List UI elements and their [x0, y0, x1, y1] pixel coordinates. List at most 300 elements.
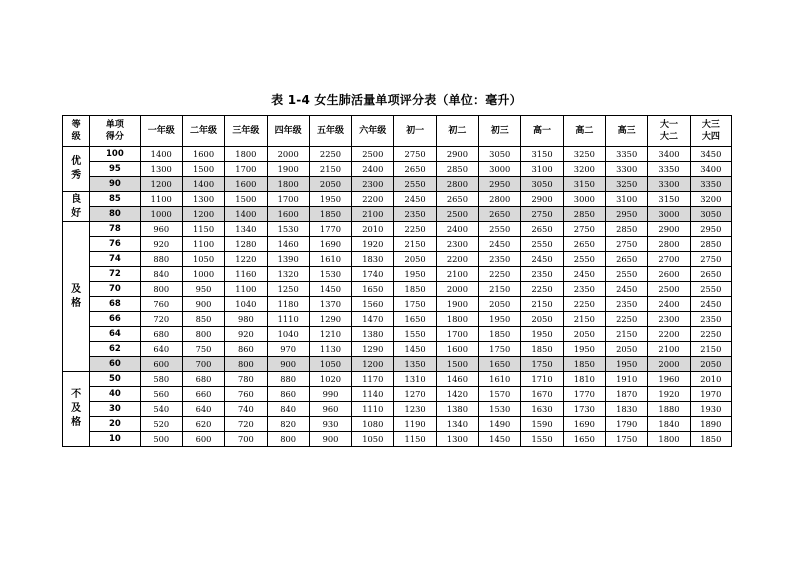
table-row	[63, 207, 732, 222]
header-grade: 大三 大四	[690, 116, 731, 147]
table-row	[63, 252, 732, 267]
value-cell: 750	[182, 342, 224, 357]
score-cell: 80	[90, 207, 140, 222]
value-cell: 2100	[436, 267, 478, 282]
value-cell: 1950	[563, 342, 605, 357]
value-cell: 2200	[648, 327, 690, 342]
value-cell: 3050	[690, 207, 731, 222]
value-cell: 970	[267, 342, 309, 357]
value-cell: 2650	[521, 222, 563, 237]
value-cell: 680	[182, 372, 224, 387]
score-cell: 74	[90, 252, 140, 267]
value-cell: 1460	[267, 237, 309, 252]
value-cell: 2250	[394, 222, 436, 237]
value-cell: 2850	[436, 162, 478, 177]
header-row	[63, 116, 732, 147]
value-cell: 2150	[521, 297, 563, 312]
table-row	[63, 432, 732, 447]
value-cell: 560	[140, 387, 182, 402]
value-cell: 2010	[690, 372, 731, 387]
value-cell: 2750	[394, 147, 436, 162]
value-cell: 1150	[182, 222, 224, 237]
value-cell: 1750	[394, 297, 436, 312]
table-row	[63, 357, 732, 372]
value-cell: 1770	[563, 387, 605, 402]
value-cell: 2400	[436, 222, 478, 237]
value-cell: 1770	[309, 222, 351, 237]
value-cell: 1170	[352, 372, 394, 387]
level-cell: 良 好	[63, 192, 90, 222]
value-cell: 680	[140, 327, 182, 342]
score-table	[62, 115, 732, 447]
value-cell: 1840	[648, 417, 690, 432]
value-cell: 2750	[690, 252, 731, 267]
value-cell: 880	[267, 372, 309, 387]
value-cell: 580	[140, 372, 182, 387]
value-cell: 1200	[182, 207, 224, 222]
value-cell: 2550	[394, 177, 436, 192]
table-row	[63, 387, 732, 402]
value-cell: 2350	[479, 252, 521, 267]
table-body	[63, 147, 732, 447]
header-grade: 一年级	[140, 116, 182, 147]
value-cell: 740	[225, 402, 267, 417]
value-cell: 1600	[225, 177, 267, 192]
value-cell: 1950	[309, 192, 351, 207]
value-cell: 2650	[563, 237, 605, 252]
value-cell: 3150	[648, 192, 690, 207]
value-cell: 1200	[140, 177, 182, 192]
value-cell: 1000	[182, 267, 224, 282]
value-cell: 2050	[394, 252, 436, 267]
value-cell: 3000	[563, 192, 605, 207]
value-cell: 3300	[606, 162, 648, 177]
value-cell: 1100	[140, 192, 182, 207]
value-cell: 900	[182, 297, 224, 312]
value-cell: 2650	[690, 267, 731, 282]
table-row	[63, 162, 732, 177]
value-cell: 840	[267, 402, 309, 417]
value-cell: 1650	[352, 282, 394, 297]
value-cell: 950	[182, 282, 224, 297]
value-cell: 1380	[352, 327, 394, 342]
value-cell: 1950	[394, 267, 436, 282]
value-cell: 1290	[352, 342, 394, 357]
value-cell: 1130	[309, 342, 351, 357]
value-cell: 1550	[394, 327, 436, 342]
value-cell: 820	[267, 417, 309, 432]
value-cell: 2100	[352, 207, 394, 222]
value-cell: 2250	[521, 282, 563, 297]
value-cell: 720	[225, 417, 267, 432]
score-cell: 66	[90, 312, 140, 327]
value-cell: 1960	[648, 372, 690, 387]
header-grade: 初三	[479, 116, 521, 147]
score-cell: 64	[90, 327, 140, 342]
value-cell: 2150	[309, 162, 351, 177]
value-cell: 1250	[267, 282, 309, 297]
value-cell: 620	[182, 417, 224, 432]
value-cell: 1800	[648, 432, 690, 447]
header-grade: 六年级	[352, 116, 394, 147]
value-cell: 1830	[352, 252, 394, 267]
value-cell: 2450	[563, 267, 605, 282]
value-cell: 1450	[309, 282, 351, 297]
value-cell: 2250	[309, 147, 351, 162]
value-cell: 1850	[479, 327, 521, 342]
value-cell: 1180	[267, 297, 309, 312]
value-cell: 1390	[267, 252, 309, 267]
table-row	[63, 417, 732, 432]
value-cell: 2650	[479, 207, 521, 222]
value-cell: 1400	[182, 177, 224, 192]
value-cell: 1300	[140, 162, 182, 177]
value-cell: 2850	[690, 237, 731, 252]
value-cell: 1890	[690, 417, 731, 432]
value-cell: 1850	[309, 207, 351, 222]
value-cell: 1370	[309, 297, 351, 312]
value-cell: 3400	[690, 162, 731, 177]
value-cell: 1350	[394, 357, 436, 372]
header-grade: 五年级	[309, 116, 351, 147]
value-cell: 2850	[563, 207, 605, 222]
value-cell: 1470	[352, 312, 394, 327]
value-cell: 2650	[436, 192, 478, 207]
value-cell: 2450	[606, 282, 648, 297]
value-cell: 1300	[182, 192, 224, 207]
header-grade: 高三	[606, 116, 648, 147]
value-cell: 2400	[352, 162, 394, 177]
value-cell: 1740	[352, 267, 394, 282]
header-grade: 初一	[394, 116, 436, 147]
value-cell: 1850	[563, 357, 605, 372]
value-cell: 2700	[648, 252, 690, 267]
value-cell: 1700	[225, 162, 267, 177]
value-cell: 600	[182, 432, 224, 447]
value-cell: 1280	[225, 237, 267, 252]
value-cell: 2200	[352, 192, 394, 207]
value-cell: 1270	[394, 387, 436, 402]
level-cell: 不 及 格	[63, 372, 90, 447]
value-cell: 1610	[309, 252, 351, 267]
value-cell: 1600	[436, 342, 478, 357]
value-cell: 1400	[140, 147, 182, 162]
value-cell: 700	[182, 357, 224, 372]
value-cell: 930	[309, 417, 351, 432]
value-cell: 2150	[563, 312, 605, 327]
value-cell: 1810	[563, 372, 605, 387]
value-cell: 1670	[521, 387, 563, 402]
value-cell: 1560	[352, 297, 394, 312]
value-cell: 1150	[394, 432, 436, 447]
value-cell: 540	[140, 402, 182, 417]
value-cell: 920	[140, 237, 182, 252]
value-cell: 2900	[521, 192, 563, 207]
value-cell: 1450	[479, 432, 521, 447]
value-cell: 2050	[309, 177, 351, 192]
value-cell: 1460	[436, 372, 478, 387]
value-cell: 2500	[352, 147, 394, 162]
value-cell: 2450	[521, 252, 563, 267]
value-cell: 1310	[394, 372, 436, 387]
value-cell: 1590	[521, 417, 563, 432]
score-cell: 10	[90, 432, 140, 447]
value-cell: 2250	[606, 312, 648, 327]
table-row	[63, 237, 732, 252]
score-cell: 95	[90, 162, 140, 177]
value-cell: 800	[182, 327, 224, 342]
value-cell: 1950	[606, 357, 648, 372]
score-cell: 60	[90, 357, 140, 372]
table-title: 表 1-4 女生肺活量单项评分表（单位：毫升）	[271, 93, 522, 107]
value-cell: 3350	[606, 147, 648, 162]
value-cell: 1690	[309, 237, 351, 252]
value-cell: 2550	[563, 252, 605, 267]
value-cell: 860	[267, 387, 309, 402]
value-cell: 3350	[690, 177, 731, 192]
value-cell: 640	[182, 402, 224, 417]
value-cell: 660	[182, 387, 224, 402]
header-grade: 高一	[521, 116, 563, 147]
value-cell: 880	[140, 252, 182, 267]
value-cell: 2150	[394, 237, 436, 252]
value-cell: 2900	[436, 147, 478, 162]
value-cell: 760	[140, 297, 182, 312]
value-cell: 1750	[521, 357, 563, 372]
value-cell: 990	[309, 387, 351, 402]
value-cell: 2050	[479, 297, 521, 312]
value-cell: 1380	[436, 402, 478, 417]
value-cell: 1020	[309, 372, 351, 387]
value-cell: 1650	[479, 357, 521, 372]
value-cell: 1750	[606, 432, 648, 447]
value-cell: 2850	[606, 222, 648, 237]
value-cell: 500	[140, 432, 182, 447]
value-cell: 1320	[267, 267, 309, 282]
score-cell: 40	[90, 387, 140, 402]
value-cell: 2010	[352, 222, 394, 237]
level-cell: 优 秀	[63, 147, 90, 192]
score-cell: 68	[90, 297, 140, 312]
value-cell: 1800	[436, 312, 478, 327]
header-grade: 大一 大二	[648, 116, 690, 147]
value-cell: 2600	[648, 267, 690, 282]
value-cell: 3200	[563, 162, 605, 177]
value-cell: 1500	[225, 192, 267, 207]
table-row	[63, 267, 732, 282]
value-cell: 3000	[479, 162, 521, 177]
header-score: 单项 得分	[90, 116, 140, 147]
value-cell: 1050	[352, 432, 394, 447]
value-cell: 2750	[606, 237, 648, 252]
value-cell: 3300	[648, 177, 690, 192]
value-cell: 1800	[225, 147, 267, 162]
value-cell: 1970	[690, 387, 731, 402]
value-cell: 1870	[606, 387, 648, 402]
value-cell: 2750	[563, 222, 605, 237]
value-cell: 3050	[521, 177, 563, 192]
value-cell: 2550	[479, 222, 521, 237]
value-cell: 2300	[436, 237, 478, 252]
value-cell: 1850	[521, 342, 563, 357]
value-cell: 1750	[479, 342, 521, 357]
value-cell: 1690	[563, 417, 605, 432]
value-cell: 2150	[479, 282, 521, 297]
table-row	[63, 402, 732, 417]
value-cell: 1300	[436, 432, 478, 447]
header-grade: 高二	[563, 116, 605, 147]
value-cell: 800	[225, 357, 267, 372]
table-row	[63, 327, 732, 342]
value-cell: 3050	[479, 147, 521, 162]
value-cell: 1730	[563, 402, 605, 417]
value-cell: 1570	[479, 387, 521, 402]
value-cell: 3400	[648, 147, 690, 162]
table-header	[63, 116, 732, 147]
value-cell: 1040	[225, 297, 267, 312]
value-cell: 1710	[521, 372, 563, 387]
value-cell: 1700	[267, 192, 309, 207]
value-cell: 2350	[521, 267, 563, 282]
value-cell: 2900	[648, 222, 690, 237]
value-cell: 2500	[648, 282, 690, 297]
value-cell: 960	[309, 402, 351, 417]
header-level: 等 级	[63, 116, 90, 147]
value-cell: 2750	[521, 207, 563, 222]
score-cell: 20	[90, 417, 140, 432]
value-cell: 1950	[479, 312, 521, 327]
value-cell: 2250	[690, 327, 731, 342]
value-cell: 2350	[606, 297, 648, 312]
value-cell: 2300	[352, 177, 394, 192]
header-grade: 四年级	[267, 116, 309, 147]
value-cell: 2550	[690, 282, 731, 297]
value-cell: 1490	[479, 417, 521, 432]
value-cell: 2650	[394, 162, 436, 177]
value-cell: 1290	[309, 312, 351, 327]
value-cell: 1630	[521, 402, 563, 417]
table-row	[63, 192, 732, 207]
table-row	[63, 297, 732, 312]
value-cell: 1910	[606, 372, 648, 387]
value-cell: 2150	[606, 327, 648, 342]
score-cell: 100	[90, 147, 140, 162]
value-cell: 2350	[563, 282, 605, 297]
value-cell: 1850	[394, 282, 436, 297]
table-row	[63, 342, 732, 357]
value-cell: 1950	[521, 327, 563, 342]
value-cell: 2350	[394, 207, 436, 222]
value-cell: 3150	[521, 147, 563, 162]
value-cell: 960	[140, 222, 182, 237]
value-cell: 1110	[352, 402, 394, 417]
value-cell: 1420	[436, 387, 478, 402]
value-cell: 1080	[352, 417, 394, 432]
value-cell: 1500	[182, 162, 224, 177]
value-cell: 780	[225, 372, 267, 387]
value-cell: 2250	[563, 297, 605, 312]
value-cell: 1900	[436, 297, 478, 312]
table-row	[63, 372, 732, 387]
value-cell: 1040	[267, 327, 309, 342]
value-cell: 2450	[690, 297, 731, 312]
value-cell: 1160	[225, 267, 267, 282]
value-cell: 1930	[690, 402, 731, 417]
value-cell: 1530	[309, 267, 351, 282]
value-cell: 600	[140, 357, 182, 372]
value-cell: 1530	[267, 222, 309, 237]
value-cell: 980	[225, 312, 267, 327]
table-row	[63, 147, 732, 162]
score-cell: 30	[90, 402, 140, 417]
value-cell: 1340	[436, 417, 478, 432]
value-cell: 2800	[436, 177, 478, 192]
value-cell: 1800	[267, 177, 309, 192]
table-row	[63, 312, 732, 327]
value-cell: 3150	[563, 177, 605, 192]
value-cell: 2000	[267, 147, 309, 162]
value-cell: 1850	[690, 432, 731, 447]
value-cell: 900	[267, 357, 309, 372]
value-cell: 760	[225, 387, 267, 402]
value-cell: 1400	[225, 207, 267, 222]
value-cell: 2800	[648, 237, 690, 252]
value-cell: 1230	[394, 402, 436, 417]
value-cell: 1880	[648, 402, 690, 417]
value-cell: 640	[140, 342, 182, 357]
value-cell: 700	[225, 432, 267, 447]
value-cell: 3100	[606, 192, 648, 207]
score-cell: 76	[90, 237, 140, 252]
score-cell: 90	[90, 177, 140, 192]
value-cell: 1210	[309, 327, 351, 342]
value-cell: 2250	[479, 267, 521, 282]
value-cell: 900	[309, 432, 351, 447]
value-cell: 2100	[648, 342, 690, 357]
value-cell: 1900	[267, 162, 309, 177]
score-cell: 62	[90, 342, 140, 357]
value-cell: 3250	[606, 177, 648, 192]
value-cell: 3100	[521, 162, 563, 177]
value-cell: 2200	[436, 252, 478, 267]
value-cell: 1000	[140, 207, 182, 222]
value-cell: 1610	[479, 372, 521, 387]
value-cell: 1100	[225, 282, 267, 297]
value-cell: 2550	[521, 237, 563, 252]
value-cell: 1600	[182, 147, 224, 162]
value-cell: 1920	[352, 237, 394, 252]
value-cell: 800	[140, 282, 182, 297]
score-cell: 70	[90, 282, 140, 297]
value-cell: 840	[140, 267, 182, 282]
value-cell: 2350	[690, 312, 731, 327]
value-cell: 2050	[563, 327, 605, 342]
value-cell: 3450	[690, 147, 731, 162]
table-row	[63, 222, 732, 237]
score-cell: 50	[90, 372, 140, 387]
value-cell: 2300	[648, 312, 690, 327]
value-cell: 1600	[267, 207, 309, 222]
value-cell: 920	[225, 327, 267, 342]
value-cell: 2550	[606, 267, 648, 282]
value-cell: 1790	[606, 417, 648, 432]
value-cell: 1100	[182, 237, 224, 252]
value-cell: 1650	[563, 432, 605, 447]
value-cell: 2050	[690, 357, 731, 372]
value-cell: 2950	[479, 177, 521, 192]
value-cell: 2150	[690, 342, 731, 357]
value-cell: 1650	[394, 312, 436, 327]
